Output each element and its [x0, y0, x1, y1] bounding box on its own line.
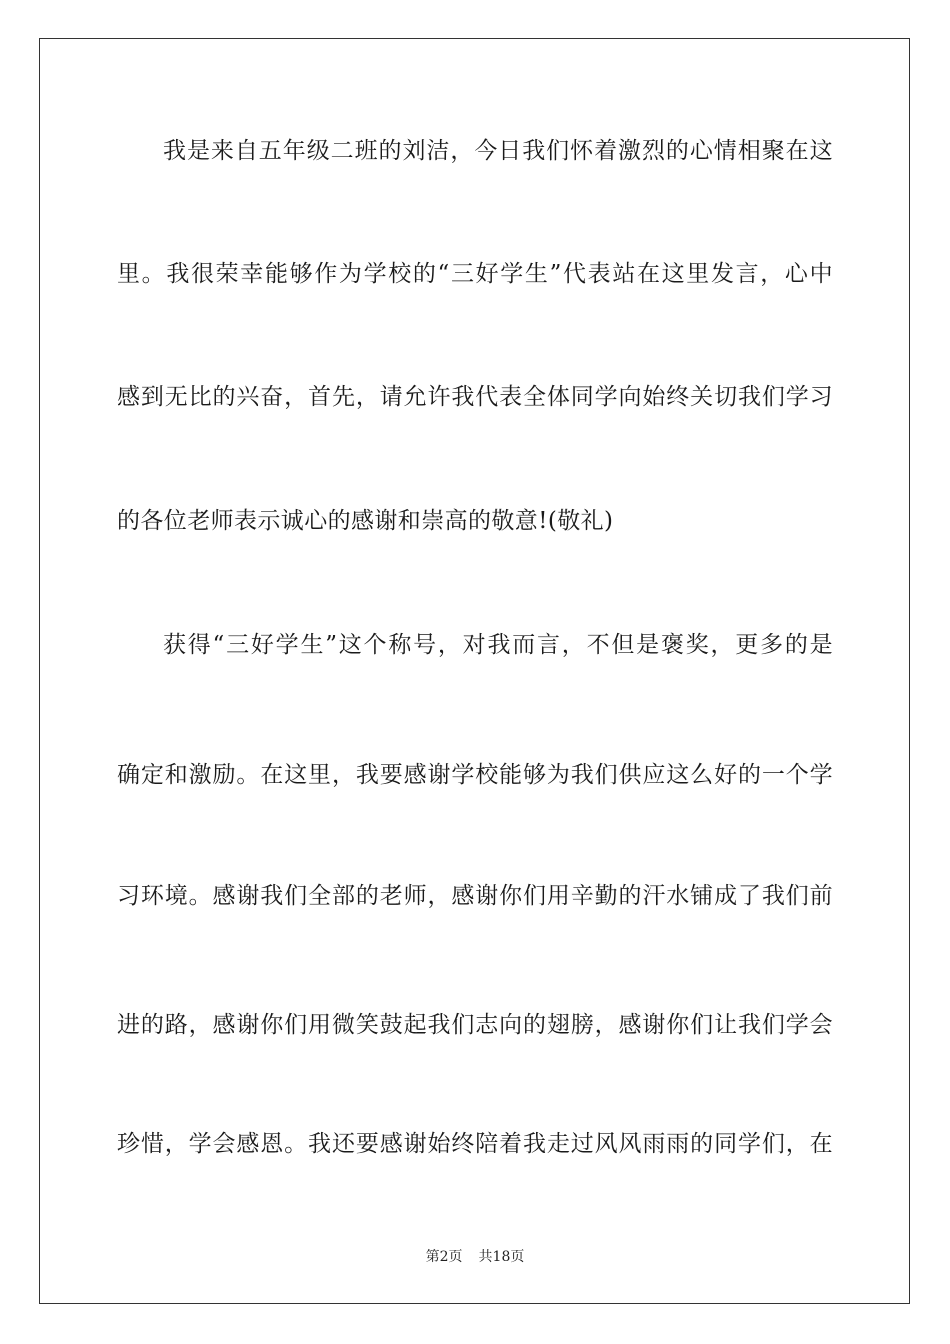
- paragraph-2-line-1: 获得“三好学生”这个称号，对我而言，不但是褒奖，更多的是: [163, 632, 833, 658]
- paragraph-2-line-4: 进的路，感谢你们用微笑鼓起我们志向的翅膀，感谢你们让我们学会: [117, 1012, 833, 1038]
- paragraph-1-line-2: 里。我很荣幸能够作为学校的“三好学生”代表站在这里发言，心中: [117, 261, 833, 287]
- page-number-current: 第2页: [425, 1249, 463, 1265]
- paragraph-2-line-5: 珍惜，学会感恩。我还要感谢始终陪着我走过风风雨雨的同学们，在: [117, 1131, 833, 1157]
- paragraph-1-line-4: 的各位老师表示诚心的感谢和崇高的敬意!(敬礼): [117, 508, 614, 534]
- paragraph-2-line-2: 确定和激励。在这里，我要感谢学校能够为我们供应这么好的一个学: [117, 762, 833, 788]
- page-number-total: 共18页: [478, 1249, 525, 1265]
- paragraph-2-line-3: 习环境。感谢我们全部的老师，感谢你们用辛勤的汗水铺成了我们前: [117, 883, 833, 909]
- paragraph-1-line-3: 感到无比的兴奋，首先，请允许我代表全体同学向始终关切我们学习: [117, 384, 833, 410]
- page-footer: [0, 1248, 950, 1266]
- paragraph-1-line-1: 我是来自五年级二班的刘洁，今日我们怀着激烈的心情相聚在这: [163, 138, 833, 164]
- page-border: [39, 38, 910, 1304]
